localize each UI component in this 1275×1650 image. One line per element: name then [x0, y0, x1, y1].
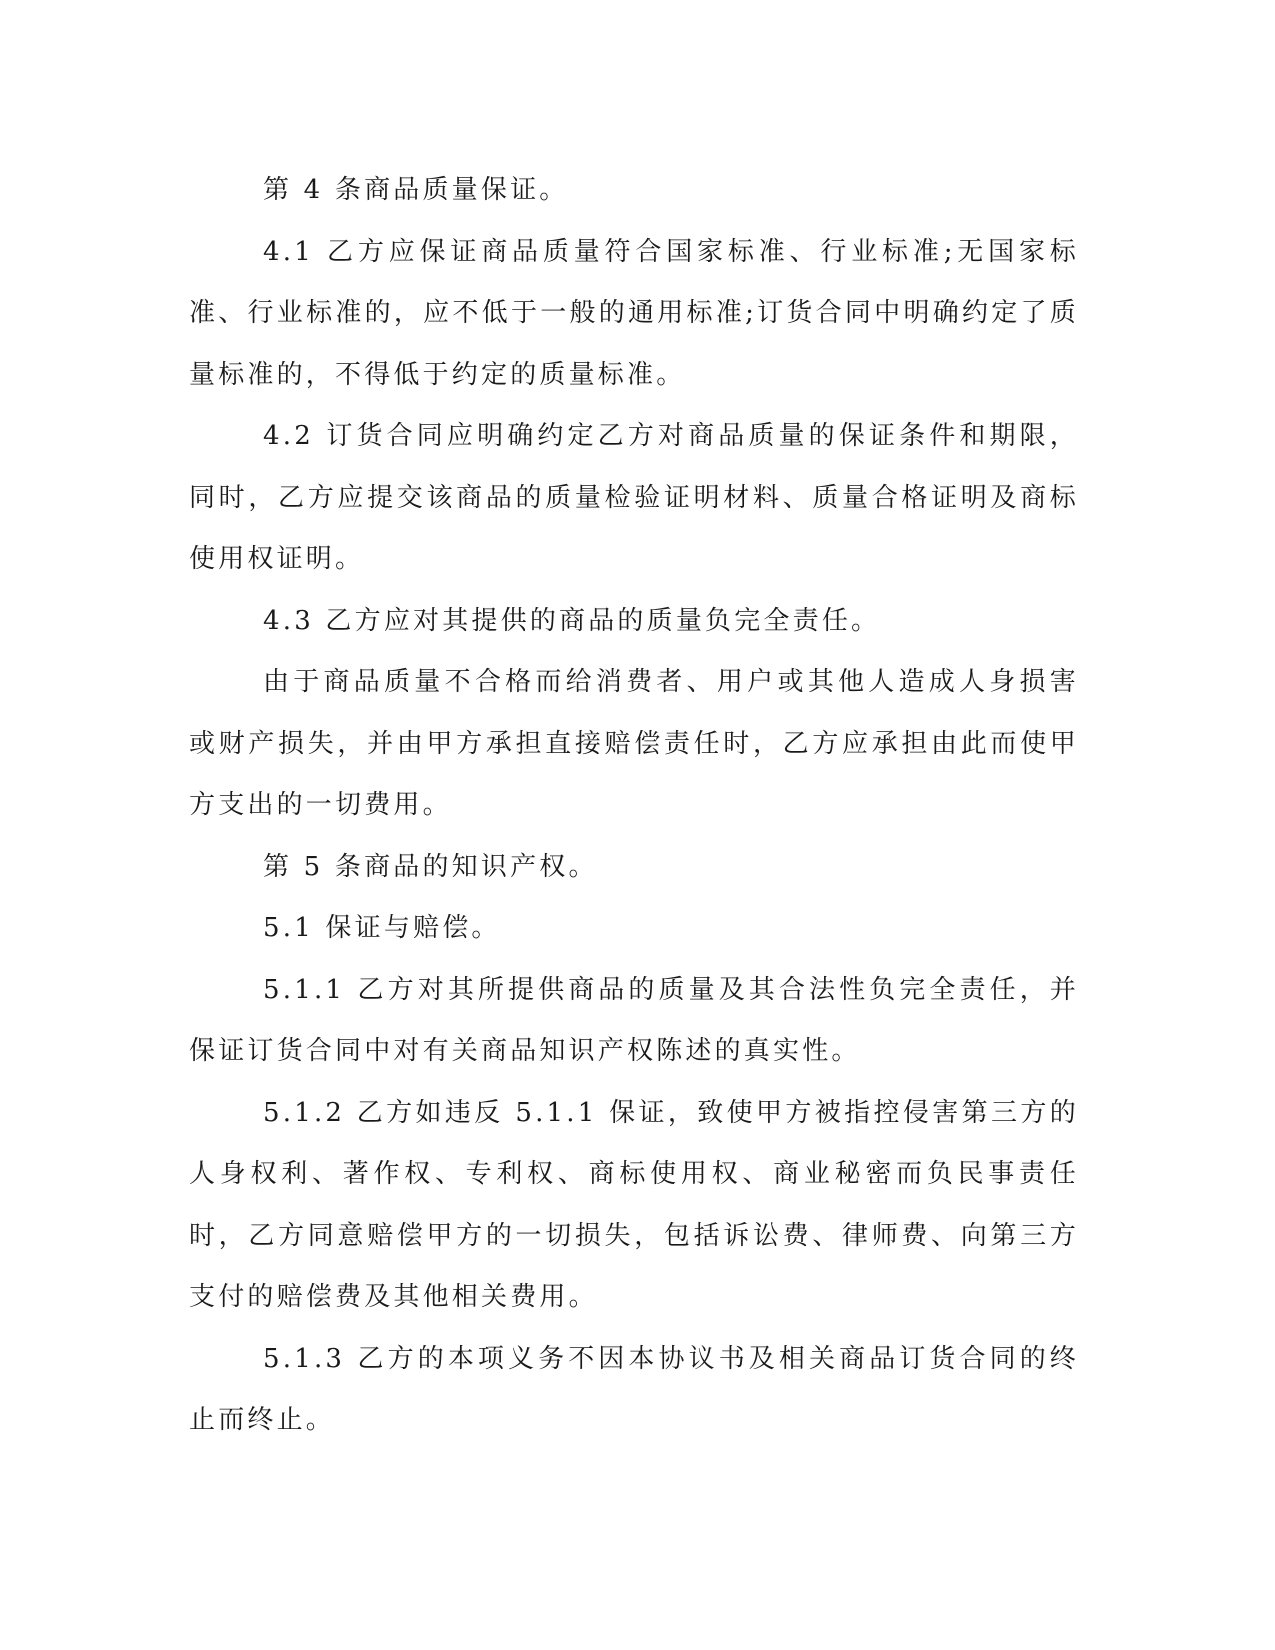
clause-4-3: 4.3 乙方应对其提供的商品的质量负完全责任。: [263, 605, 881, 636]
document-body: [189, 160, 1079, 1452]
clause-4-3-detail: 由于商品质量不合格而给消费者、用户或其他人造成人身损害或财产损失，并由甲方承担直接赔偿责任时，乙方应承担由此而使甲方支出的一切费用。: [189, 667, 1079, 820]
clause-5-1-2: 5.1.2 乙方如违反 5.1.1 保证，致使甲方被指控侵害第三方的人身权利、著作权、专利权、商标使用权、商业秘密而负民事责任时，乙方同意赔偿甲方的一切损失，包括诉讼费、律师费、向第三方支付的赔偿费及其他相关费用。: [189, 1097, 1079, 1312]
article-5-heading: 第 5 条商品的知识产权。: [263, 851, 598, 882]
clause-5-1: 5.1 保证与赔偿。: [263, 913, 501, 943]
article-4-heading: 第 4 条商品质量保证。: [263, 175, 569, 205]
clause-4-2: 4.2 订货合同应明确约定乙方对商品质量的保证条件和期限，同时，乙方应提交该商品的质量检验证明材料、质量合格证明及商标使用权证明。: [189, 421, 1079, 574]
clause-5-1-3: 5.1.3 乙方的本项义务不因本协议书及相关商品订货合同的终止而终止。: [189, 1343, 1079, 1435]
clause-4-1: 4.1 乙方应保证商品质量符合国家标准、行业标准;无国家标准、行业标准的，应不低于一般的通用标准;订货合同中明确约定了质量标准的，不得低于约定的质量标准。: [189, 236, 1079, 390]
clause-5-1-1: 5.1.1 乙方对其所提供商品的质量及其合法性负完全责任，并保证订货合同中对有关商品知识产权陈述的真实性。: [189, 974, 1079, 1066]
